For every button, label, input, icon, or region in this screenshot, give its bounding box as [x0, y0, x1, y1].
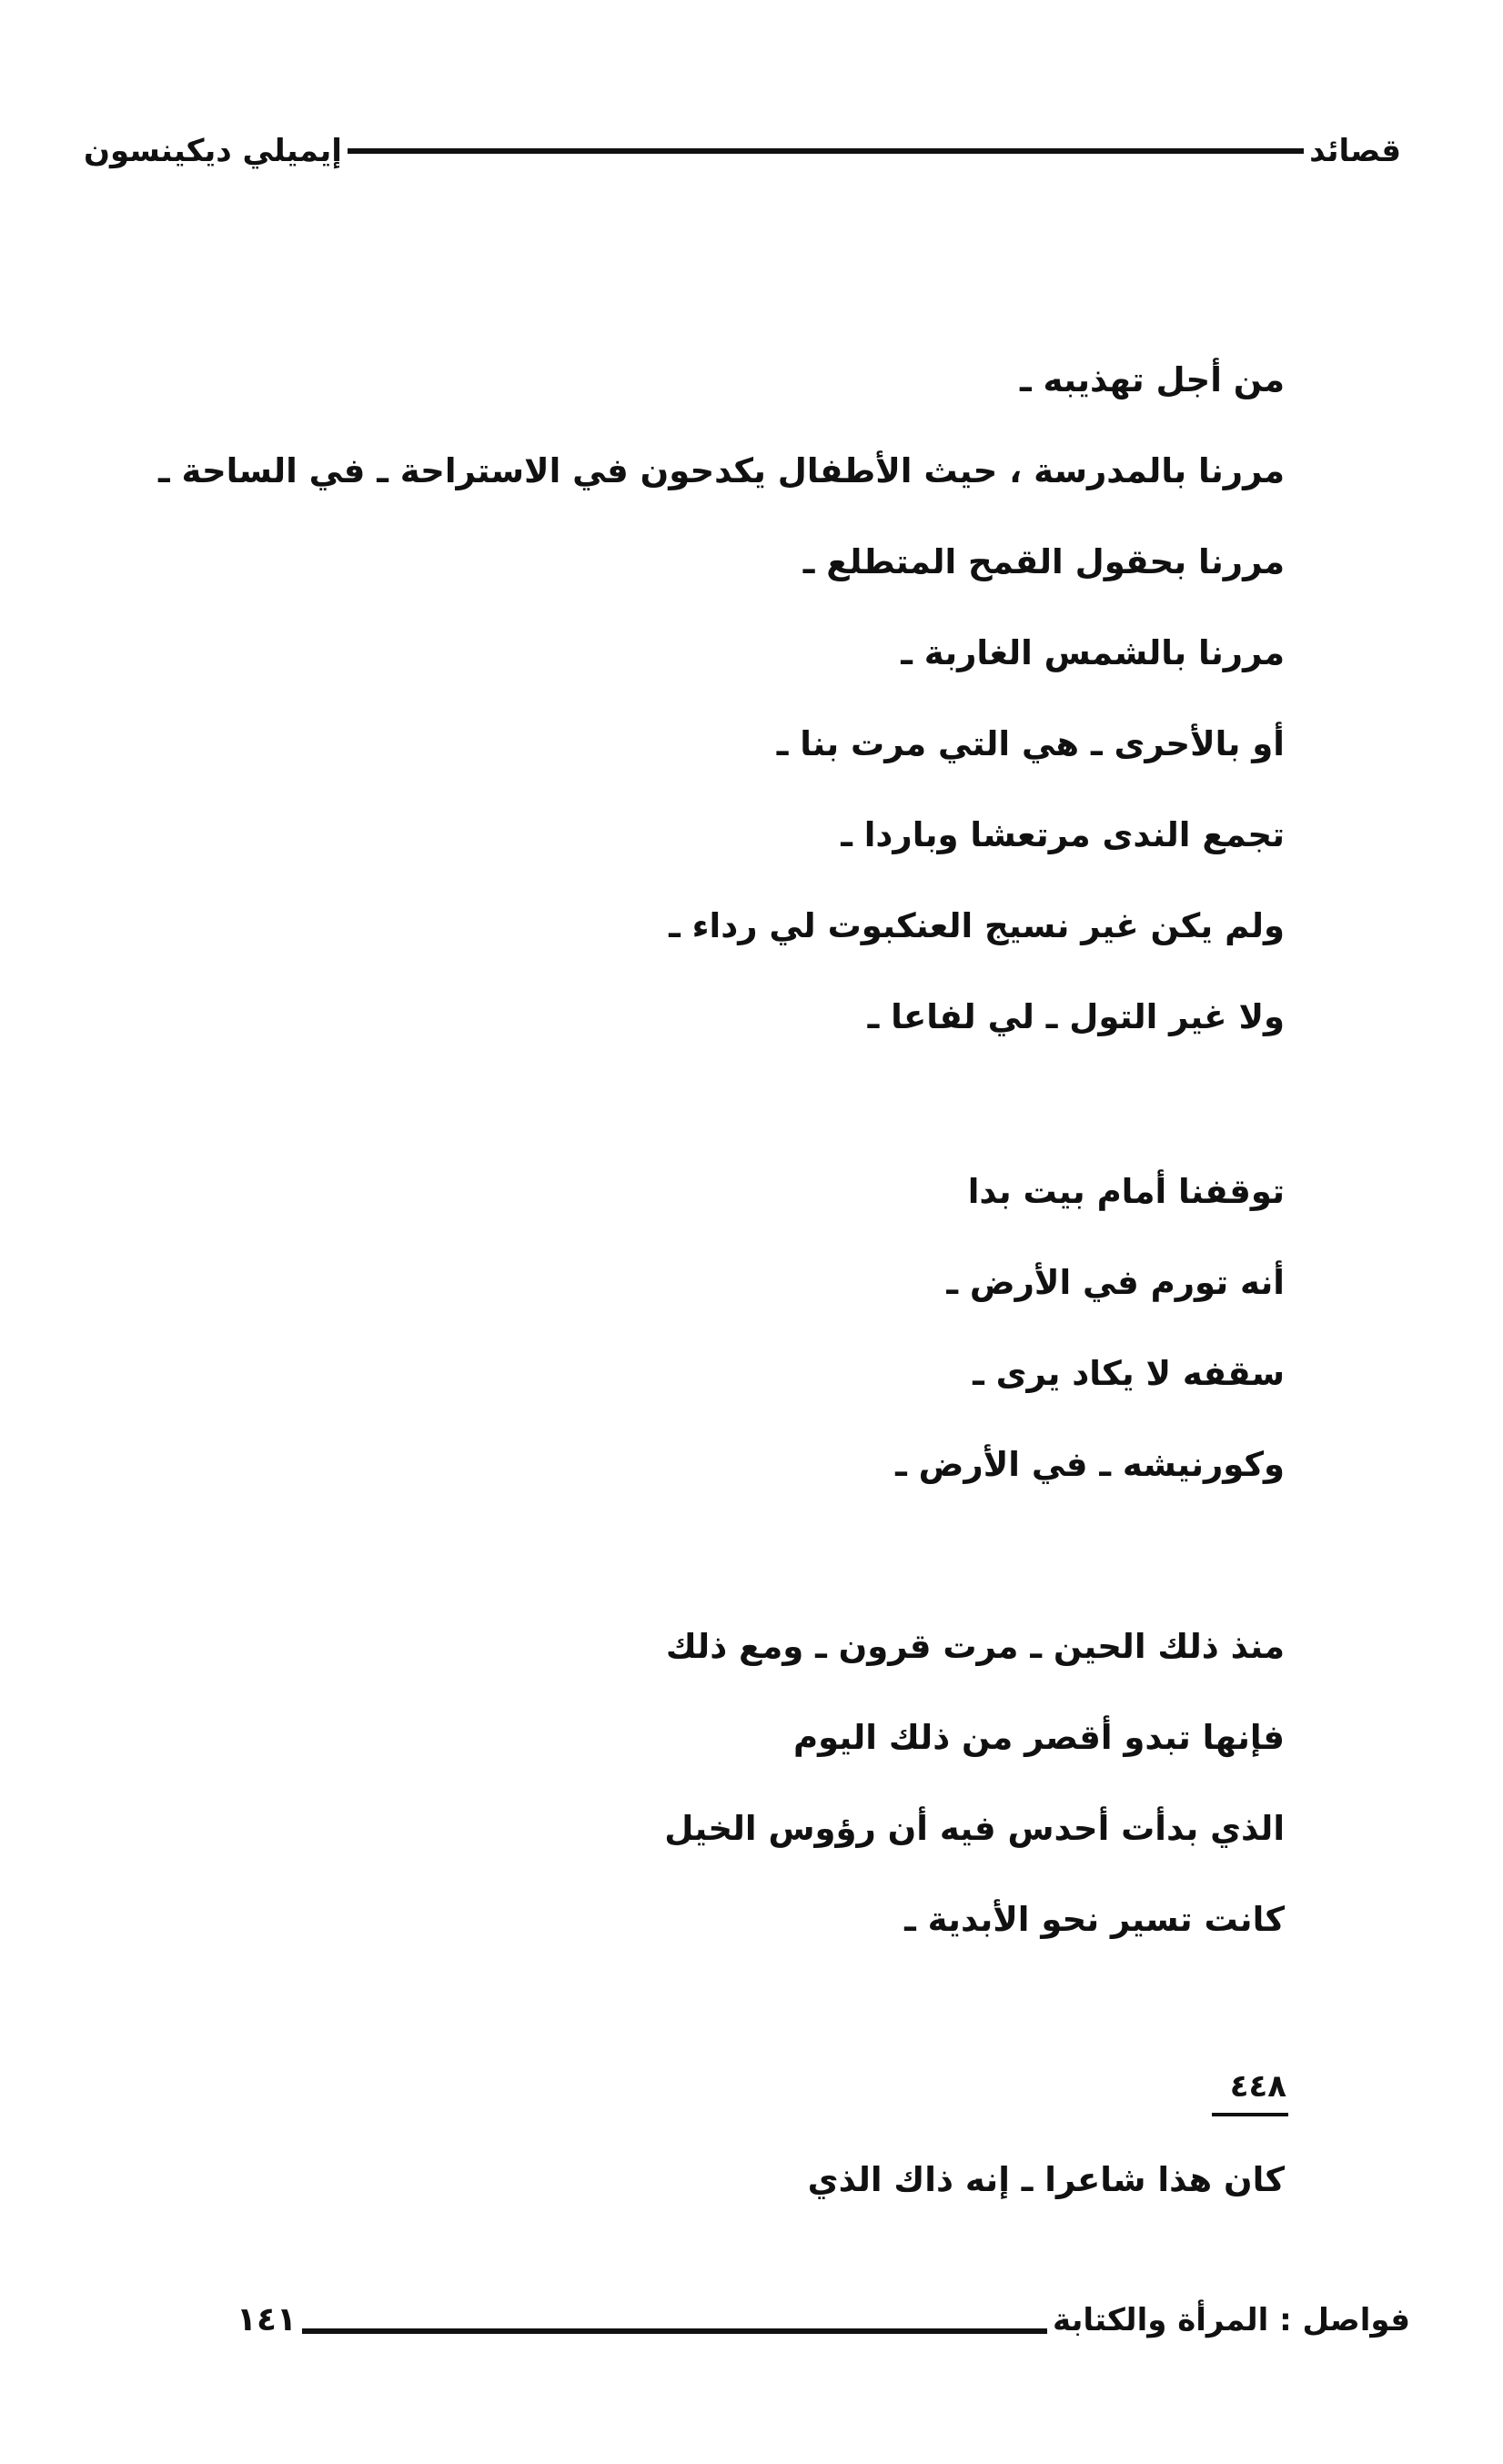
- verse-line: أو بالأحرى ـ هي التي مرت بنا ـ: [776, 724, 1285, 763]
- verse-line: من أجل تهذيبه ـ: [1020, 360, 1285, 399]
- next-poem-opening: [211, 2135, 1285, 2226]
- verse-line: سقفه لا يكاد يرى ـ: [973, 1354, 1285, 1393]
- verse-line: ولا غير التول ـ لي لفاعا ـ: [867, 997, 1285, 1036]
- stanza-1: [158, 335, 1285, 1063]
- footer-journal-title: فواصل : المرأة والكتابة: [1053, 2302, 1410, 2338]
- verse-line: ولم يكن غير نسيج العنكبوت لي رداء ـ: [669, 906, 1285, 945]
- verse-line: مررنا بالشمس الغاربة ـ: [901, 633, 1285, 672]
- running-header: [84, 124, 1401, 178]
- verse-line: وكورنيشه ـ في الأرض ـ: [895, 1445, 1285, 1484]
- header-rule: [348, 148, 1304, 154]
- verse-line: كانت تسير نحو الأبدية ـ: [904, 1900, 1285, 1939]
- verse-line: مررنا بالمدرسة ، حيث الأطفال يكدحون في الاستراحة ـ في الساحة ـ: [158, 451, 1285, 490]
- footer-rule: [302, 2328, 1047, 2334]
- verse-line: الذي بدأت أحدس فيه أن رؤوس الخيل: [664, 1809, 1285, 1848]
- header-collection-title: قصائد: [1309, 133, 1401, 169]
- poem-number: ٤٤٨: [1212, 2064, 1288, 2116]
- verse-line: منذ ذلك الحين ـ مرت قرون ـ ومع ذلك: [665, 1627, 1285, 1666]
- verse-line: مررنا بحقول القمح المتطلع ـ: [802, 542, 1285, 581]
- verse-line: أنه تورم في الأرض ـ: [946, 1263, 1285, 1302]
- stanza-3: [211, 1601, 1285, 1965]
- running-footer: [227, 2293, 1410, 2348]
- verse-line: كان هذا شاعرا ـ إنه ذاك الذي: [807, 2160, 1285, 2199]
- verse-line: فإنها تبدو أقصر من ذلك اليوم: [792, 1718, 1285, 1757]
- verse-line: توقفنا أمام بيت بدا: [967, 1172, 1285, 1211]
- page-number: ١٤١: [237, 2301, 297, 2338]
- verse-line: تجمع الندى مرتعشا وباردا ـ: [841, 815, 1285, 854]
- header-author-name: إيميلي ديكينسون: [84, 133, 342, 169]
- stanza-2: [211, 1146, 1285, 1510]
